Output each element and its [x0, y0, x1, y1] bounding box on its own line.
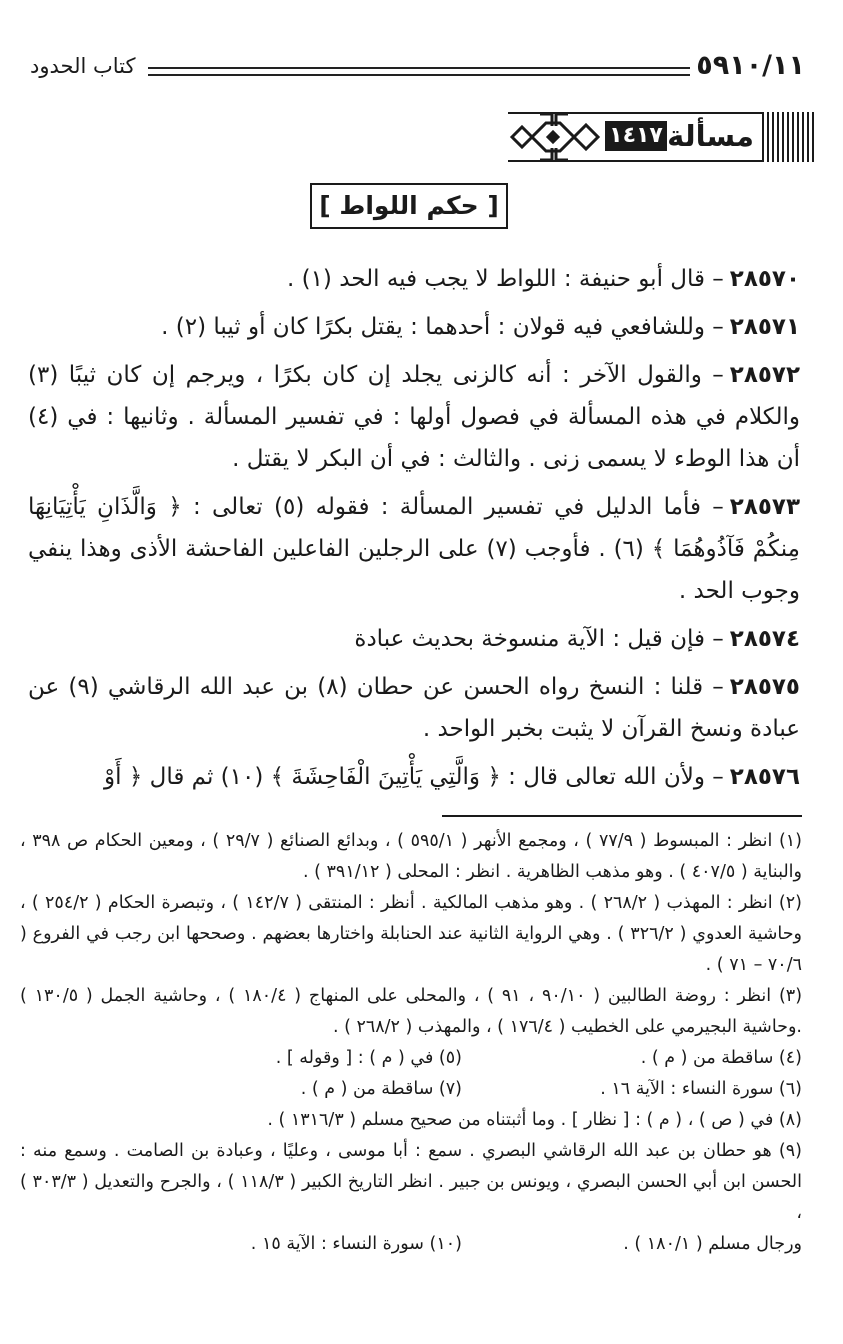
question-band: [508, 112, 814, 162]
ornament-icon: [508, 106, 604, 168]
footnote-pair: [20, 1074, 802, 1105]
paragraph: [28, 618, 800, 660]
paragraph: [28, 258, 800, 300]
section-title: [ حكم اللواط ]: [310, 183, 508, 229]
footnote-pair: [20, 1043, 802, 1074]
footnote: (١٠) سورة النساء : الآية ١٥ .: [250, 1234, 462, 1254]
footnote: (٣) انظر : روضة الطالبين ( ٩٠/١٠ ، ٩١ ) ، والمحلى على المنهاج ( ١٨٠/٤ ) ، وحاشية الجمل ( ١٣٠/٥ ) .وحاشية البجيرمي على الخطيب ( ١٧٦/٤ ) ، والمهذب ( ٢٦٨/٢ ) .: [20, 986, 803, 1037]
main-text: [28, 258, 800, 804]
footnote: (٤) ساقطة من ( م ) .: [640, 1048, 802, 1068]
running-header: [30, 50, 805, 86]
paragraph-text: – وللشافعي فيه قولان : أحدهما : يقتل بكرًا كان أو ثيبا (٢) .: [161, 314, 724, 340]
footnote: (٧) ساقطة من ( م ) .: [300, 1079, 462, 1099]
footnote: (٨) في ( ص ) ، ( م ) : [ نظار ] . وما أثبتناه من صحيح مسلم ( ١٣١٦/٣ ) .: [267, 1110, 802, 1130]
footnotes: [20, 826, 802, 1260]
band-stripes: [762, 112, 814, 162]
paragraph: [28, 354, 800, 480]
paragraph-number: ٢٨٥٧١: [729, 314, 800, 340]
paragraph: [28, 666, 800, 750]
question-number: ١٤١٧: [605, 121, 667, 151]
paragraph-text: – قال أبو حنيفة : اللواط لا يجب فيه الحد (١) .: [286, 266, 724, 292]
paragraph-text: – والقول الآخر : أنه كالزنى يجلد إن كان بكرًا ، ويرجم إن كان ثيبًا (٣) والكلام في هذه المسألة في فصول أولها : في تفسير المسألة . وثانيها : في (٤) أن هذا الوطء لا يسمى زنى . والثالث : في أن البكر لا يقتل .: [28, 362, 800, 472]
footnote: (٩) هو حطان بن عبد الله الرقاشي البصري . سمع : أبا موسى ، وعليًا ، وعبادة بن الصامت . وسمع منه : الحسن ابن أبي الحسن البصري ، ويونس بن جبير . انظر التاريخ الكبير ( ١١٨/٣ ) ، والجرح والتعديل ( ٣٠٣/٣ ) ،: [20, 1141, 802, 1223]
question-label: مسألة: [667, 119, 754, 153]
page-number: ٥٩١٠/١١: [696, 50, 805, 81]
footnote: ورجال مسلم ( ١٨٠/١ ) .: [623, 1234, 802, 1254]
footnote-separator: [442, 815, 802, 817]
paragraph: [28, 756, 800, 798]
paragraph-text: – ولأن الله تعالى قال : ﴿ وَالَّتِي يَأْتِينَ الْفَاحِشَةَ ﴾ (١٠) ثم قال ﴿ أَوْ: [104, 764, 724, 790]
header-rule: [148, 67, 690, 76]
paragraph-text: – فأما الدليل في تفسير المسألة : فقوله (٥) تعالى : ﴿ وَالَّذَانِ يَأْتِيَانِهَا مِنكُمْ فَآذُوهُمَا ﴾ (٦) . فأوجب (٧) على الرجلين الفاعلين الفاحشة الأذى وهذا ينفي وجوب الحد .: [28, 494, 800, 604]
footnote: (٢) انظر : المهذب ( ٢٦٨/٢ ) . وهو مذهب المالكية . أنظر : المنتقى ( ١٤٢/٧ ) ، وتبصرة الحكام ( ٢٥٤/٢ ) ، وحاشية العدوي ( ٣٢٦/٢ ) . وهي الرواية الثانية عند الحنابلة واختارها بعضهم . وصححها ابن رجب في الفروع ( ٧٠/٦ – ٧١ ) .: [20, 893, 802, 975]
paragraph: [28, 306, 800, 348]
paragraph-number: ٢٨٥٧٢: [729, 362, 800, 388]
paragraph-number: ٢٨٥٧٥: [729, 674, 800, 700]
paragraph-text: – فإن قيل : الآية منسوخة بحديث عبادة: [354, 626, 724, 652]
footnote: (٥) في ( م ) : [ وقوله ] .: [275, 1048, 462, 1068]
paragraph: [28, 486, 800, 612]
footnote: (٦) سورة النساء : الآية ١٦ .: [600, 1079, 802, 1099]
paragraph-text: – قلنا : النسخ رواه الحسن عن حطان (٨) بن عبد الله الرقاشي (٩) عن عبادة ونسخ القرآن لا يثبت بخبر الواحد .: [28, 674, 800, 742]
footnote-pair: [20, 1229, 802, 1260]
paragraph-number: ٢٨٥٧٠: [729, 266, 800, 292]
book-title: كتاب الحدود: [30, 54, 136, 78]
paragraph-number: ٢٨٥٧٤: [729, 626, 800, 652]
paragraph-number: ٢٨٥٧٦: [729, 764, 800, 790]
footnote: (١) انظر : المبسوط ( ٧٧/٩ ) ، ومجمع الأنهر ( ٥٩٥/١ ) ، وبدائع الصنائع ( ٢٩/٧ ) ، ومعين الحكام ص ٣٩٨ ، والبناية ( ٤٠٧/٥ ) . وهو مذهب الظاهرية . انظر : المحلى ( ٣٩١/١٢ ) .: [20, 831, 802, 882]
paragraph-number: ٢٨٥٧٣: [729, 494, 800, 520]
